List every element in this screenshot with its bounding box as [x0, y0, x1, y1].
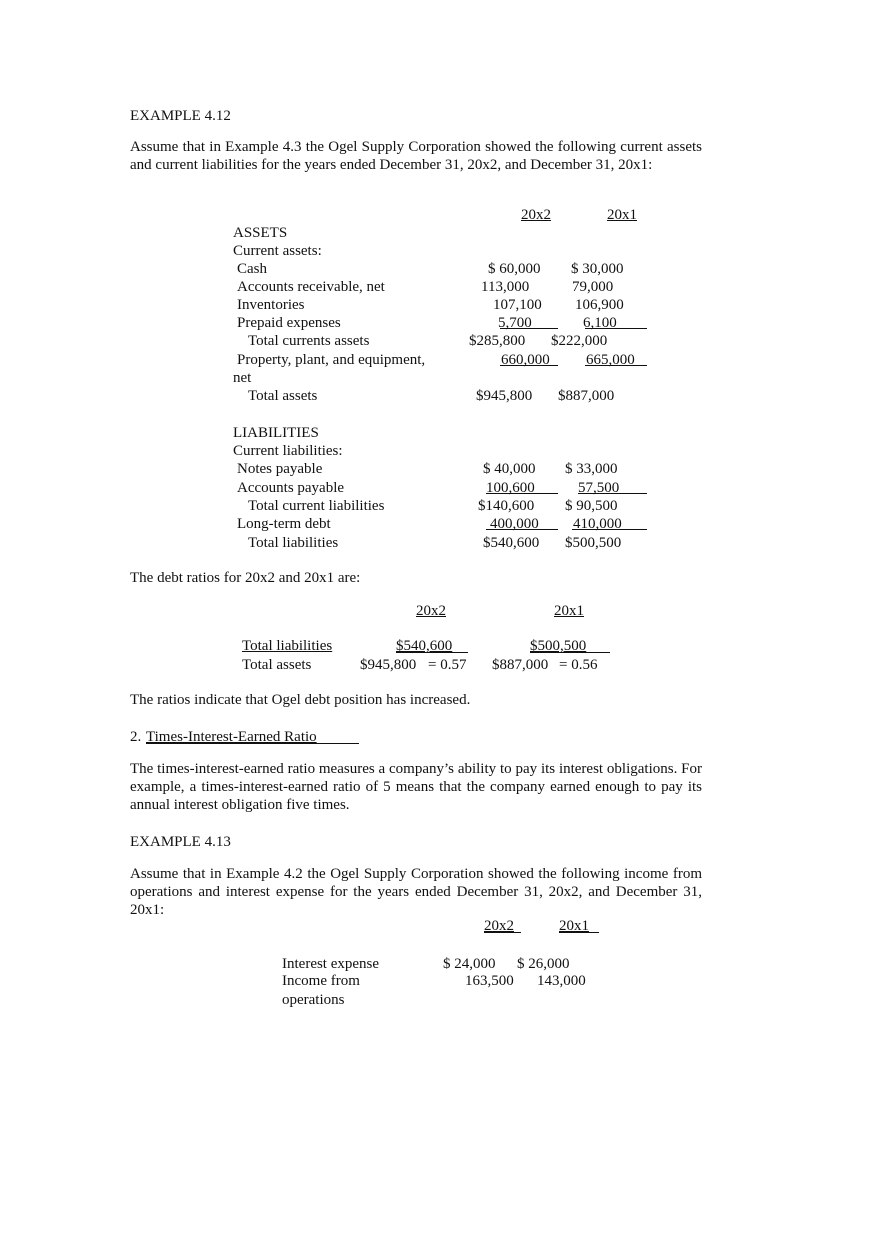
liabilities-heading: LIABILITIES — [233, 425, 319, 441]
row-label-notes-payable: Notes payable — [237, 461, 323, 477]
row-value-tca-20x2: $285,800 — [469, 333, 526, 349]
underline-prepaid-20x2 — [500, 328, 558, 329]
row-value-ta-20x1: $887,000 — [558, 388, 615, 404]
ratio-numerator-label: Total liabilities — [242, 638, 333, 654]
ex413-row-interest-20x1: $ 26,000 — [517, 956, 570, 972]
ex413-row-income-20x1: 143,000 — [537, 973, 586, 989]
col-header-20x1: 20x1 — [607, 207, 637, 223]
row-value-tcl-20x2: $140,600 — [478, 498, 535, 514]
ratio-denominator-20x1: $887,000 — [492, 657, 549, 673]
row-value-ppe-20x1: 665,000 — [586, 352, 635, 368]
row-label-cash: Cash — [237, 261, 267, 277]
row-label-accounts-payable: Accounts payable — [237, 480, 345, 496]
row-value-tl-20x1: $500,500 — [565, 535, 622, 551]
example-4-12-heading: EXAMPLE 4.12 — [130, 108, 231, 124]
underline-prepaid-20x1 — [585, 328, 647, 329]
ratio-result-20x2: = 0.57 — [428, 657, 467, 673]
row-label-accounts-receivable: Accounts receivable, net — [237, 279, 385, 295]
underline-ltd-20x2 — [486, 529, 558, 530]
ratio-denominator-label: Total assets — [242, 657, 312, 673]
underline-ap-20x2 — [486, 493, 558, 494]
row-value-ap-20x1: 57,500 — [578, 480, 620, 496]
row-value-prepaid-20x2: 5,700 — [498, 315, 532, 331]
ratio-numerator-20x2: $540,600 — [396, 638, 453, 654]
ex413-row-interest-label: Interest expense — [282, 956, 380, 972]
current-assets-label: Current assets: — [233, 243, 322, 259]
row-label-prepaid: Prepaid expenses — [237, 315, 341, 331]
section-2-title-underline — [146, 743, 359, 744]
underline-ltd-20x1 — [572, 529, 647, 530]
row-value-ppe-20x2: 660,000 — [501, 352, 550, 368]
row-value-prepaid-20x1: 6,100 — [583, 315, 617, 331]
underline-ppe-20x1 — [585, 365, 647, 366]
ex413-row-income-20x2: 163,500 — [465, 973, 514, 989]
row-label-total-current-assets: Total currents assets — [248, 333, 370, 349]
row-value-ltd-20x2: 400,000 — [490, 516, 539, 532]
current-liabilities-label: Current liabilities: — [233, 443, 343, 459]
debt-ratio-intro: The debt ratios for 20x2 and 20x1 are: — [130, 570, 361, 586]
row-value-ar-20x2: 113,000 — [481, 279, 530, 295]
row-value-ap-20x2: 100,600 — [486, 480, 535, 496]
row-value-ar-20x1: 79,000 — [572, 279, 614, 295]
row-value-cash-20x1: $ 30,000 — [571, 261, 624, 277]
row-label-ppe: Property, plant, and equipment, — [237, 352, 426, 368]
row-label-total-liabilities: Total liabilities — [248, 535, 339, 551]
ratio-denominator-20x2: $945,800 — [360, 657, 417, 673]
section-2-number: 2. — [130, 729, 142, 745]
row-value-tcl-20x1: $ 90,500 — [565, 498, 618, 514]
ratio-bar-20x1 — [530, 652, 610, 653]
example-4-12-intro: Assume that in Example 4.3 the Ogel Supply Corporation showed the following current assets and current liabilities for the years ended December 31, 20x2, and December 31, 20x1: — [130, 139, 702, 173]
row-label-total-current-liabilities: Total current liabilities — [248, 498, 385, 514]
example-4-13-heading: EXAMPLE 4.13 — [130, 834, 231, 850]
ex413-row-income-label-cont: operations — [282, 992, 345, 1008]
row-value-np-20x1: $ 33,000 — [565, 461, 618, 477]
row-label-long-term-debt: Long-term debt — [237, 516, 331, 532]
row-value-inv-20x1: 106,900 — [575, 297, 624, 313]
ex413-col-20x1-underline — [559, 932, 599, 933]
ex413-row-interest-20x2: $ 24,000 — [443, 956, 496, 972]
row-value-np-20x2: $ 40,000 — [483, 461, 536, 477]
row-value-tl-20x2: $540,600 — [483, 535, 540, 551]
section-2-paragraph: The times-interest-earned ratio measures a company’s ability to pay its interest obligations. For example, a times-interest-earned ratio of 5 means that the company earned enough to pay its annual interest obligation five times. — [130, 761, 702, 813]
section-2-title: Times-Interest-Earned Ratio — [146, 729, 317, 745]
row-value-cash-20x2: $ 60,000 — [488, 261, 541, 277]
debt-ratio-conclusion: The ratios indicate that Ogel debt position has increased. — [130, 692, 471, 708]
row-value-inv-20x2: 107,100 — [493, 297, 542, 313]
row-label-ppe-cont: net — [233, 370, 252, 386]
row-value-ltd-20x1: 410,000 — [573, 516, 622, 532]
assets-heading: ASSETS — [233, 225, 288, 241]
ex413-col-20x2-underline — [484, 932, 521, 933]
ex413-col-20x2: 20x2 — [484, 918, 514, 934]
ratio-result-20x1: = 0.56 — [559, 657, 598, 673]
example-4-13-intro: Assume that in Example 4.2 the Ogel Supply Corporation showed the following income from operations and interest expense for the years ended December 31, 20x2, and December 31, 20x1: — [130, 866, 702, 918]
row-value-ta-20x2: $945,800 — [476, 388, 533, 404]
underline-ap-20x1 — [578, 493, 647, 494]
underline-ppe-20x2 — [500, 365, 558, 366]
col-header-20x2: 20x2 — [521, 207, 551, 223]
ratio-numerator-20x1: $500,500 — [530, 638, 587, 654]
row-label-total-assets: Total assets — [248, 388, 318, 404]
ex413-row-income-label: Income from — [282, 973, 360, 989]
row-label-inventories: Inventories — [237, 297, 305, 313]
ratio-bar-20x2 — [396, 652, 468, 653]
ratio-col-20x1: 20x1 — [554, 603, 584, 619]
row-value-tca-20x1: $222,000 — [551, 333, 608, 349]
ex413-col-20x1: 20x1 — [559, 918, 589, 934]
ratio-col-20x2: 20x2 — [416, 603, 446, 619]
